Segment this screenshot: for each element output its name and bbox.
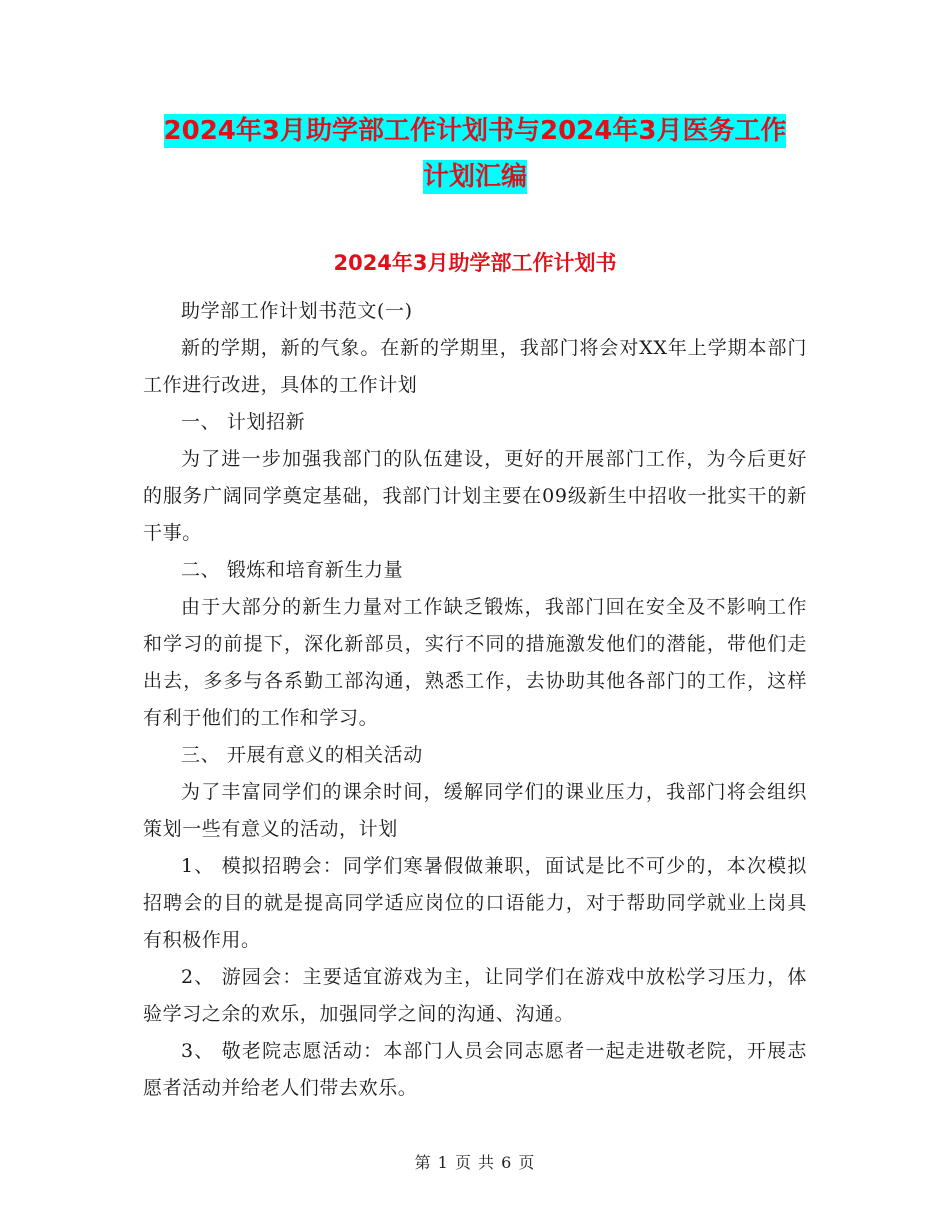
paragraph-activity-2: 2、 游园会：主要适宜游戏为主，让同学们在游戏中放松学习压力，体验学习之余的欢乐，加强同学之间的沟通、沟通。 — [143, 966, 807, 1025]
document-title-line-1: 2024年3月助学部工作计划书与2024年3月医务工作 — [163, 116, 787, 146]
paragraph-intro: 新的学期，新的气象。在新的学期里，我部门将会对XX年上学期本部门工作进行改进，具体的工作计划 — [143, 337, 807, 396]
section-title: 2024年3月助学部工作计划书 — [333, 251, 617, 275]
paragraph-item-1-heading: 一、 计划招新 — [181, 411, 306, 433]
paragraph-item-3-body: 为了丰富同学们的课余时间，缓解同学们的课业压力，我部门将会组织策划一些有意义的活动，计划 — [143, 781, 807, 840]
document-body — [143, 293, 807, 1107]
paragraph-activity-1: 1、 模拟招聘会：同学们寒暑假做兼职，面试是比不可少的，本次模拟招聘会的目的就是提高同学适应岗位的口语能力，对于帮助同学就业上岗具有积极作用。 — [143, 855, 807, 951]
paragraph-item-2-body: 由于大部分的新生力量对工作缺乏锻炼，我部门回在安全及不影响工作和学习的前提下，深化新部员，实行不同的措施激发他们的潜能，带他们走出去，多多与各系勤工部沟通，熟悉工作，去协助其他各部门的工作，这样有利于他们的工作和学习。 — [143, 596, 807, 729]
paragraph-heading-sample: 助学部工作计划书范文(一) — [181, 300, 413, 322]
page-footer — [0, 1152, 950, 1174]
paragraph-item-2-heading: 二、 锻炼和培育新生力量 — [181, 559, 404, 581]
document-title — [140, 108, 810, 200]
document-title-line-2: 计划汇编 — [422, 162, 527, 192]
paragraph-item-1-body: 为了进一步加强我部门的队伍建设，更好的开展部门工作，为今后更好的服务广阔同学奠定基础，我部门计划主要在09级新生中招收一批实干的新干事。 — [143, 448, 807, 544]
paragraph-activity-3: 3、 敬老院志愿活动：本部门人员会同志愿者一起走进敬老院，开展志愿者活动并给老人们带去欢乐。 — [143, 1040, 807, 1099]
paragraph-item-3-heading: 三、 开展有意义的相关活动 — [181, 744, 423, 766]
page-number: 第 1 页 共 6 页 — [414, 1153, 536, 1172]
